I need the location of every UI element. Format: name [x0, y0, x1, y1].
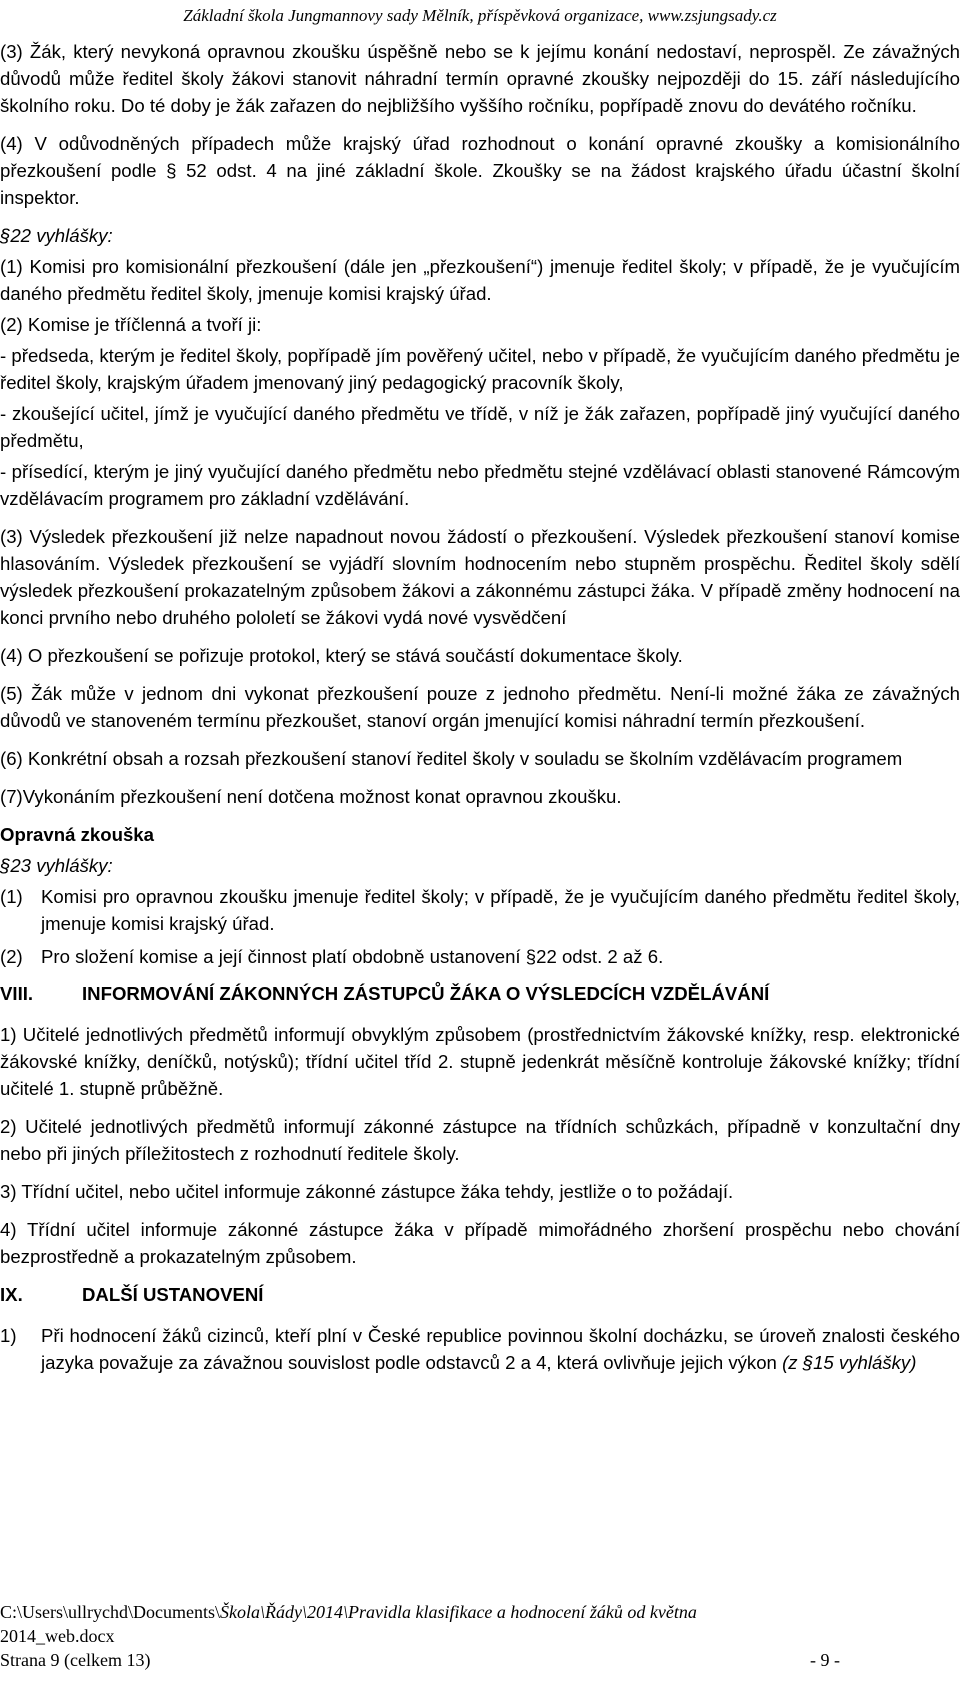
page-footer: [0, 1600, 960, 1672]
item-number: (1): [0, 886, 23, 907]
s23-item-2: [0, 943, 960, 970]
s22-dash-item-2: - zkoušející učitel, jímž je vyučující daného předmětu ve třídě, v níž je žák zařazen, popřípadě jiný vyučující daného předmětu,: [0, 403, 960, 451]
s22-paragraph-4: (4) O přezkoušení se pořizuje protokol, který se stává součástí dokumentace školy.: [0, 645, 683, 666]
section-number: IX.: [0, 1284, 23, 1305]
paragraph-3: (3) Žák, který nevykoná opravnou zkoušku úspěšně nebo se k jejímu konání nedostaví, neprospěl. Ze závažných důvodů může ředitel školy žákovi stanovit náhradní termín opravné zkoušky nejpozději do 15. září následujícího školního roku. Do té doby je žák zařazen do nejbližšího vyššího ročníku, popřípadě znovu do devátého ročníku.: [0, 41, 960, 116]
s9-item-1: [0, 1322, 960, 1376]
item-body: Při hodnocení žáků cizinců, kteří plní v České republice povinnou školní docházku, se úroveň znalosti českého jazyka považuje za závažnou souvislost podle odstavců 2 a 4, která ovlivňuje jejich výkon: [41, 1325, 960, 1373]
document-body: [0, 38, 960, 1382]
s23-item-1: [0, 883, 960, 937]
s8-paragraph-1: 1) Učitelé jednotlivých předmětů informují obvyklým způsobem (prostřednictvím žákovské knížky, resp. elektronické žákovské knížky, deníčků, notýsků); třídní učitel tříd 2. stupně jedenkrát měsíčně kontroluje žákovské knížky; třídní učitelé 1. stupně průběžně.: [0, 1024, 960, 1099]
file-path-line-2: 2014_web.docx: [0, 1626, 115, 1646]
s22-paragraph-7: (7)Vykonáním přezkoušení není dotčena možnost konat opravnou zkoušku.: [0, 786, 622, 807]
item-reference: (z §15 vyhlášky): [782, 1352, 917, 1373]
file-path: [0, 1600, 960, 1624]
item-text: Pro složení komise a její činnost platí obdobně ustanovení §22 odst. 2 až 6.: [41, 946, 664, 967]
file-path-italic: Škola\Řády\2014\Pravidla klasifikace a hodnocení žáků od května: [219, 1602, 697, 1622]
s22-dash-item-1: - předseda, kterým je ředitel školy, popřípadě jím pověřený učitel, nebo v případě, že vyučujícím daného předmětu je ředitel školy, krajským úřadem jmenovaný jiný pedagogický pracovník školy,: [0, 345, 960, 393]
file-path-start: C:\Users\ullrychd\Documents\: [0, 1602, 220, 1622]
section-number: VIII.: [0, 983, 34, 1004]
paragraph-4: (4) V odůvodněných případech může krajský úřad rozhodnout o konání opravné zkoušky a komisionálního přezkoušení podle § 52 odst. 4 na jiné základní škole. Zkoušky se na žádost krajského úřadu účastní školní inspektor.: [0, 133, 960, 208]
section-8-heading: [0, 980, 960, 1007]
page-header: Základní škola Jungmannovy sady Mělník, příspěvková organizace, www.zsjungsady.cz: [183, 6, 777, 25]
s22-paragraph-5: (5) Žák může v jednom dni vykonat přezkoušení pouze z jednoho předmětu. Není-li možné žáka ze závažných důvodů ve stanoveném termínu přezkoušet, stanoví orgán jmenující komisi náhradní termín přezkoušení.: [0, 683, 960, 731]
section-22-heading: §22 vyhlášky:: [0, 225, 113, 246]
s22-dash-item-3: - přísedící, kterým je jiný vyučující daného předmětu nebo předmětu stejné vzdělávací oblasti stanovené Rámcovým vzdělávacím programem pro základní vzdělávání.: [0, 461, 960, 509]
opravna-zkouska-title: Opravná zkouška: [0, 824, 154, 845]
item-number: 1): [0, 1325, 17, 1346]
s22-paragraph-2: (2) Komise je tříčlenná a tvoří ji:: [0, 314, 262, 335]
section-title: DALŠÍ USTANOVENÍ: [82, 1284, 264, 1305]
s8-paragraph-4: 4) Třídní učitel informuje zákonné zástupce žáka v případě mimořádného zhoršení prospěchu nebo chování bezprostředně a prokazatelným způsobem.: [0, 1219, 960, 1267]
section-9-heading: [0, 1281, 960, 1308]
page-count: Strana 9 (celkem 13): [0, 1650, 151, 1670]
s22-paragraph-3: (3) Výsledek přezkoušení již nelze napadnout novou žádostí o přezkoušení. Výsledek přezkoušení stanoví komise hlasováním. Výsledek přezkoušení se vyjádří slovním hodnocením nebo stupněm prospěchu. Ředitel školy sdělí výsledek přezkoušení prokazatelným způsobem žákovi a zákonnému zástupci žáka. V případě změny hodnocení na konci prvního nebo druhého pololetí se žákovi vydá nové vysvědčení: [0, 526, 960, 628]
item-text: Komisi pro opravnou zkoušku jmenuje ředitel školy; v případě, že je vyučujícím daného předmětu ředitel školy, jmenuje komisi krajský úřad.: [41, 886, 960, 934]
page-number: - 9 -: [810, 1650, 840, 1670]
section-title: INFORMOVÁNÍ ZÁKONNÝCH ZÁSTUPCŮ ŽÁKA O VÝSLEDCÍCH VZDĚLÁVÁNÍ: [82, 983, 770, 1004]
item-text: [41, 1322, 960, 1376]
s22-paragraph-1: (1) Komisi pro komisionální přezkoušení (dále jen „přezkoušení“) jmenuje ředitel školy; v případě, že je vyučujícím daného předmětu ředitel školy, jmenuje komisi krajský úřad.: [0, 256, 960, 304]
s8-paragraph-2: 2) Učitelé jednotlivých předmětů informují zákonné zástupce na třídních schůzkách, případně v konzultační dny nebo při jiných příležitostech z rozhodnutí ředitele školy.: [0, 1116, 960, 1164]
section-23-heading: §23 vyhlášky:: [0, 855, 113, 876]
s8-paragraph-3: 3) Třídní učitel, nebo učitel informuje zákonné zástupce žáka tehdy, jestliže o to požádají.: [0, 1181, 734, 1202]
s22-paragraph-6: (6) Konkrétní obsah a rozsah přezkoušení stanoví ředitel školy v souladu se školním vzdělávacím programem: [0, 748, 903, 769]
page-info-row: [0, 1648, 960, 1672]
item-number: (2): [0, 946, 23, 967]
